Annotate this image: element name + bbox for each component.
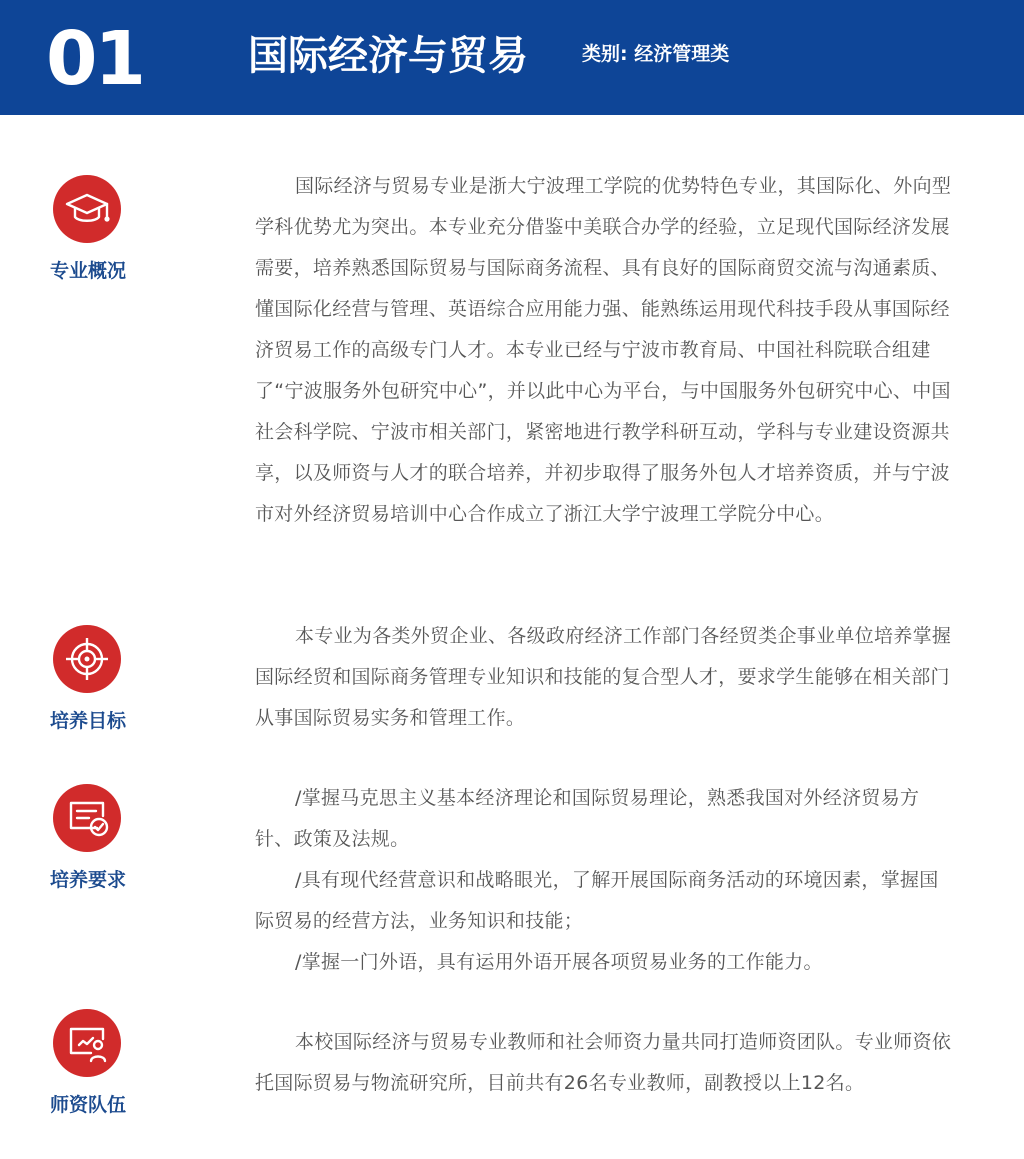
- page-title: 国际经济与贸易: [248, 33, 528, 79]
- list-item: /具有现代经营意识和战略眼光，了解开展国际商务活动的环境因素，掌握国际贸易的经营方法，业务知识和技能；: [255, 869, 939, 932]
- requirements-list: [255, 778, 955, 983]
- teacher-board-icon: [53, 1009, 121, 1077]
- overview-text: 国际经济与贸易专业是浙大宁波理工学院的优势特色专业，其国际化、外向型学科优势尤为突出。本专业充分借鉴中美联合办学的经验，立足现代国际经济发展需要，培养熟悉国际贸易与国际商务流程、具有良好的国际商贸交流与沟通素质、懂国际化经营与管理、英语综合应用能力强、能熟练运用现代科技手段从事国际经济贸易工作的高级专门人才。本专业已经与宁波市教育局、中国社科院联合组建了“宁波服务外包研究中心”，并以此中心为平台，与中国服务外包研究中心、中国社会科学院、宁波市相关部门，紧密地进行教学科研互动，学科与专业建设资源共享，以及师资与人才的联合培养，并初步取得了服务外包人才培养资质，并与宁波市对外经济贸易培训中心合作成立了浙江大学宁波理工学院分中心。: [255, 175, 952, 525]
- list-item: /掌握一门外语，具有运用外语开展各项贸易业务的工作能力。: [295, 951, 823, 973]
- list-item: /掌握马克思主义基本经济理论和国际贸易理论，熟悉我国对外经济贸易方针、政策及法规。: [255, 787, 920, 850]
- section-number: 01: [46, 16, 143, 102]
- target-icon: [53, 625, 121, 693]
- category-label: 类别: 经济管理类: [582, 43, 730, 65]
- checklist-icon: [53, 784, 121, 852]
- section-label-goal: 培养目标: [49, 710, 126, 732]
- section-label-faculty: 师资队伍: [49, 1094, 126, 1116]
- faculty-text: 本校国际经济与贸易专业教师和社会师资力量共同打造师资团队。专业师资依托国际贸易与物流研究所，目前共有26名专业教师，副教授以上12名。: [255, 1031, 952, 1094]
- header-banner: [0, 0, 1024, 115]
- section-label-overview: 专业概况: [49, 260, 126, 282]
- goal-text: 本专业为各类外贸企业、各级政府经济工作部门各经贸类企事业单位培养掌握国际经贸和国际商务管理专业知识和技能的复合型人才，要求学生能够在相关部门从事国际贸易实务和管理工作。: [255, 625, 952, 729]
- graduation-cap-icon: [53, 175, 121, 243]
- section-label-requirements: 培养要求: [49, 869, 126, 891]
